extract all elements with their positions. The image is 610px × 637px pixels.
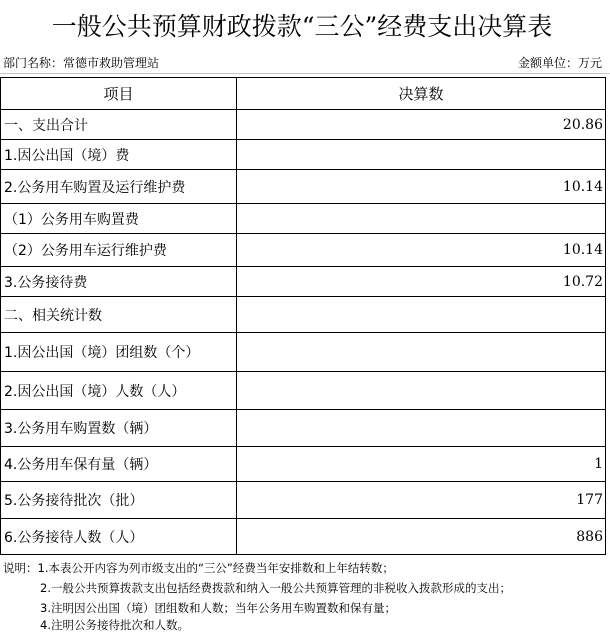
row-value: 177 xyxy=(237,482,606,519)
table-row xyxy=(1,372,606,410)
unit-label: 金额单位：万元 xyxy=(517,55,602,70)
note-line: 4.注明公务接待批次和人数。 xyxy=(40,618,189,632)
row-label: 1.因公出国（境）团组数（个） xyxy=(1,333,237,372)
row-value: 20.86 xyxy=(237,110,606,140)
row-value: 886 xyxy=(237,519,606,555)
table-row xyxy=(1,140,606,170)
table-row xyxy=(1,410,606,447)
department-label: 部门名称：常德市救助管理站 xyxy=(3,55,160,70)
table-row xyxy=(1,519,606,555)
row-label: （1）公务用车购置费 xyxy=(1,204,237,234)
row-label: 3.公务用车购置数（辆） xyxy=(1,410,237,447)
table-row xyxy=(1,267,606,297)
row-value xyxy=(237,204,606,234)
table-header-row xyxy=(1,78,606,110)
row-label: 2.因公出国（境）人数（人） xyxy=(1,372,237,410)
note-line: 3.注明因公出国（境）团组数和人数；当年公务用车购置数和保有量； xyxy=(40,601,396,615)
row-label: 6.公务接待人数（人） xyxy=(1,519,237,555)
table-row xyxy=(1,110,606,140)
header-divider xyxy=(0,73,610,74)
header-item: 项目 xyxy=(1,78,237,110)
row-label: 1.因公出国（境）费 xyxy=(1,140,237,170)
row-label: 3.公务接待费 xyxy=(1,267,237,297)
row-value xyxy=(237,410,606,447)
row-value xyxy=(237,372,606,410)
note-line: 2.一般公共预算拨款支出包括经费拨款和纳入一般公共预算管理的非税收入拨款形成的支出； xyxy=(40,581,511,595)
row-value xyxy=(237,297,606,333)
row-value: 10.72 xyxy=(237,267,606,297)
table-row xyxy=(1,482,606,519)
row-label: 5.公务接待批次（批） xyxy=(1,482,237,519)
table-row xyxy=(1,297,606,333)
row-label: 2.公务用车购置及运行维护费 xyxy=(1,170,237,204)
header-amount: 决算数 xyxy=(237,78,606,110)
table-row xyxy=(1,333,606,372)
row-value xyxy=(237,140,606,170)
note-line: 说明：1.本表公开内容为列市级支出的“三公”经费当年安排数和上年结转数； xyxy=(3,561,394,575)
row-label: 一、支出合计 xyxy=(1,110,237,140)
row-label: 4.公务用车保有量（辆） xyxy=(1,447,237,482)
row-value: 1 xyxy=(237,447,606,482)
page-title: 一般公共预算财政拨款“三公”经费支出决算表 xyxy=(51,12,553,41)
row-value: 10.14 xyxy=(237,234,606,267)
expense-table xyxy=(0,77,606,555)
table-row xyxy=(1,204,606,234)
row-label: （2）公务用车运行维护费 xyxy=(1,234,237,267)
row-value xyxy=(237,333,606,372)
table-row xyxy=(1,447,606,482)
table-row xyxy=(1,170,606,204)
table-row xyxy=(1,234,606,267)
row-value: 10.14 xyxy=(237,170,606,204)
row-label: 二、相关统计数 xyxy=(1,297,237,333)
